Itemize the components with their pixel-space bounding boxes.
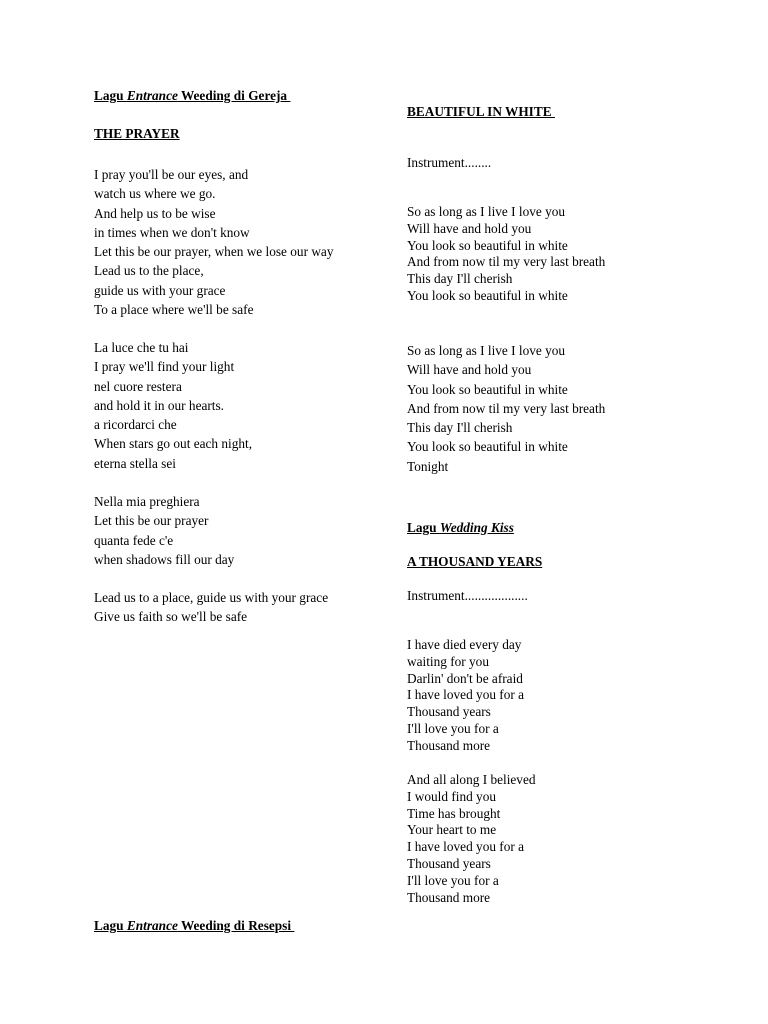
lyric-line: quanta fede c'e [94,532,174,548]
lyric-line: I have loved you for a [407,839,525,855]
lyric-line: Thousand years [407,855,491,871]
thousand-stanza-2 [407,772,536,906]
lyric-line: nel cuore restera [94,378,182,394]
lyric-line: I have loved you for a [407,687,525,703]
lyric-line: Thousand more [407,737,491,753]
heading-italic: Entrance [126,88,178,103]
lyric-line: a ricordarci che [94,417,177,433]
lyric-line: I would find you [407,788,497,804]
lyric-line: I'll love you for a [407,872,499,888]
lyric-line: eterna stella sei [94,455,176,471]
heading-suffix: Weeding di Resepsi [177,918,295,933]
lyric-line: Your heart to me [407,822,497,838]
lyric-line: Nella mia preghiera [94,494,200,509]
lyric-line: To a place where we'll be safe [94,302,254,318]
lyric-line: Thousand more [407,889,491,905]
lyric-line: in times when we don't know [94,224,250,240]
lyric-line: You look so beautiful in white [407,439,568,455]
heading-prefix: Lagu [407,520,440,535]
lyric-line: So as long as I live I love you [407,343,566,358]
lyric-line: When stars go out each night, [94,436,253,452]
lyric-line: You look so beautiful in white [407,237,568,253]
lyric-line: and hold it in our hearts. [94,397,224,413]
prayer-stanza-1 [94,165,333,319]
prayer-stanza-3 [94,492,234,569]
lyric-line: Let this be our prayer [94,513,209,529]
lyric-line: I'll love you for a [407,720,499,736]
lyric-line: I pray we'll find your light [94,359,235,375]
wedding-kiss-heading [407,520,514,536]
lyric-line: And help us to be wise [94,205,216,221]
lyric-line: Give us faith so we'll be safe [94,609,248,625]
beautiful-stanza-2 [407,341,605,476]
lyric-line: Darlin' don't be afraid [407,670,523,686]
prayer-stanza-2 [94,338,252,473]
beautiful-in-white-title: BEAUTIFUL IN WHITE [407,104,555,119]
heading-italic: Entrance [126,918,178,933]
lyric-line: You look so beautiful in white [407,287,568,303]
entrance-reception-heading [94,918,294,934]
lyric-line: Lead us to the place, [94,263,204,279]
prayer-title: THE PRAYER [94,126,180,141]
entrance-church-heading [94,88,290,104]
lyric-line: Time has brought [407,805,501,821]
lyric-line: guide us with your grace [94,282,226,298]
lyric-line: And from now til my very last breath [407,400,606,416]
thousand-stanza-1 [407,637,524,755]
heading-prefix: Lagu [94,918,127,933]
lyric-line: Lead us to a place, guide us with your grace [94,590,329,605]
lyric-line: So as long as I live I love you [407,204,566,219]
instrument-line: Instrument................... [407,588,528,603]
prayer-stanza-4 [94,588,328,627]
lyric-line: waiting for you [407,653,489,669]
heading-suffix: Weeding di Gereja [177,88,291,103]
lyric-line: Will have and hold you [407,362,532,378]
lyric-line: You look so beautiful in white [407,381,568,397]
lyric-line: Tonight [407,458,449,474]
lyric-line: Let this be our prayer, when we lose our way [94,244,334,260]
beautiful-stanza-1 [407,204,605,305]
lyric-line: This day I'll cherish [407,420,513,436]
lyric-line: La luce che tu hai [94,340,189,355]
a-thousand-years-title: A THOUSAND YEARS [407,554,543,569]
lyric-line: watch us where we go. [94,186,216,202]
heading-italic: Wedding Kiss [439,520,514,535]
lyric-line: Thousand years [407,704,491,720]
lyric-line: Will have and hold you [407,220,532,236]
lyric-line: I pray you'll be our eyes, and [94,167,249,182]
instrument-line: Instrument........ [407,155,492,170]
lyric-line: when shadows fill our day [94,551,235,567]
lyric-line: I have died every day [407,637,522,652]
lyric-line: And all along I believed [407,772,536,787]
lyric-line: This day I'll cherish [407,271,513,287]
lyric-line: And from now til my very last breath [407,254,606,270]
heading-prefix: Lagu [94,88,127,103]
